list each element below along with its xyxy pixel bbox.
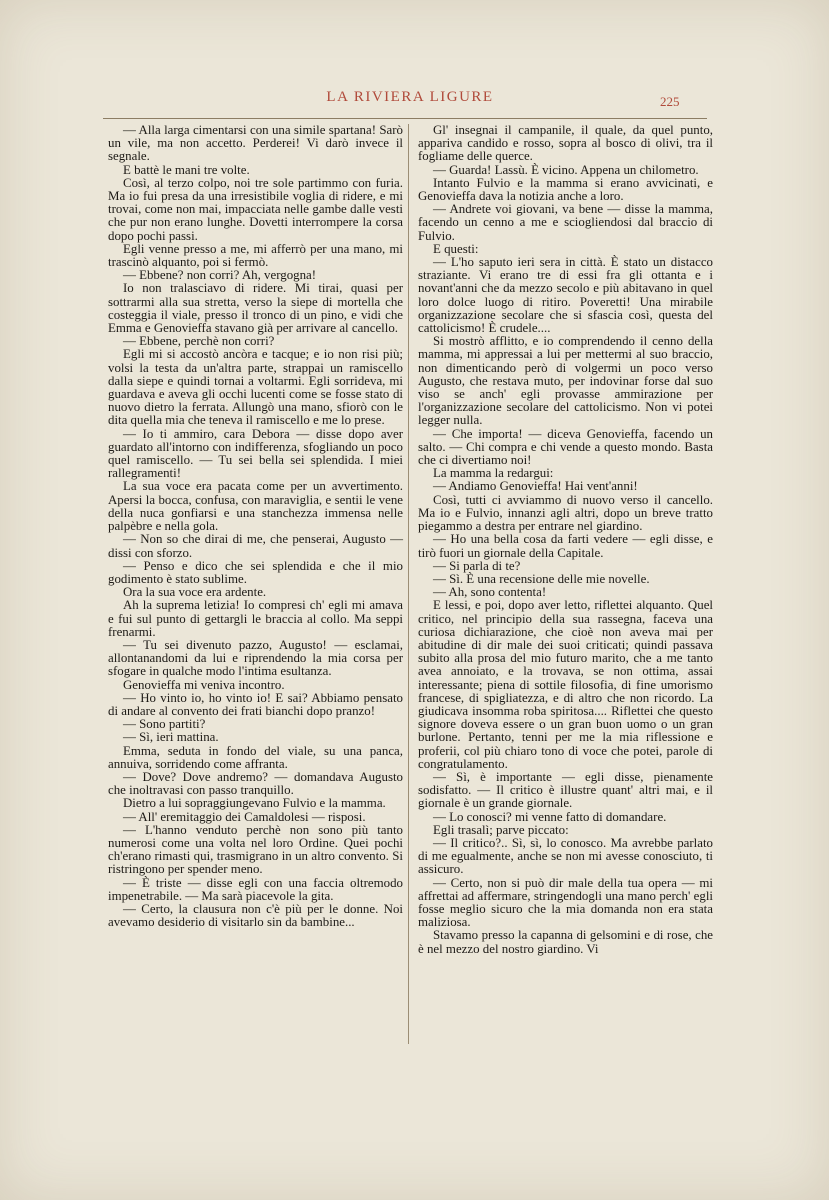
paragraph: — Che importa! — diceva Genovieffa, facendo un salto. — Chi compra e chi vende a questo mondo. Basta che ci divertiamo noi! [418, 426, 713, 468]
paragraph: Stavamo presso la capanna di gelsomini e di rose, che è nel mezzo del nostro giardino. Vi [418, 928, 713, 956]
paragraph: Genovieffa mi veniva incontro. [123, 677, 285, 692]
paragraph: — Sono partiti? [123, 717, 206, 732]
paragraph: — Lo conosci? mi venne fatto di domandare. [433, 809, 667, 824]
paragraph: Ora la sua voce era ardente. [123, 585, 267, 600]
paragraph: — Si parla di te? [433, 558, 521, 573]
paragraph: Così, al terzo colpo, noi tre sole partimmo con furia. Ma io fui presa da una irresistibile voglia di ridere, e mi trovai, come non mai, impacciata nelle gambe dalle vesti che pur non erano lunghe. Dovetti interrompere la corsa dopo pochi passi. [108, 175, 403, 243]
paragraph: — Sì, è importante — egli disse, pienamente sodisfatto. — Il critico è illustre quant' altri mai, e il giornale è un grande giornale. [418, 769, 713, 811]
right-column [418, 124, 713, 956]
column-divider [408, 124, 409, 1044]
paragraph: — Ebbene, perchè non corri? [123, 334, 275, 349]
paragraph: — All' eremitaggio dei Camaldolesi — risposi. [123, 809, 366, 824]
paragraph: — Ah, sono contenta! [433, 585, 547, 600]
paragraph: — L'ho saputo ieri sera in città. È stato un distacco straziante. Vi erano tre di essi fra gli ottanta e i novant'anni che da mezzo secolo e più abitavano in quel loro dolce luogo di ritiro. Poveretti! Una mirabile organizzazione secolare che si sfascia così, questa del cattolicismo! È crudele.... [418, 255, 713, 336]
paragraph: Gl' insegnai il campanile, il quale, da quel punto, appariva candido e rosso, sopra al bosco di olivi, tra il fogliame delle querce. [418, 123, 713, 164]
left-column [108, 124, 403, 929]
paragraph: Dietro a lui sopraggiungevano Fulvio e la mamma. [123, 796, 386, 811]
paragraph: — È triste — disse egli con una faccia oltremodo impenetrabile. — Ma sarà piacevole la gita. [108, 875, 403, 903]
paragraph: — Certo, non si può dir male della tua opera — mi affrettai ad affermare, stringendogli una mano perch' egli fosse meglio sicuro che la mia domanda non era stata maliziosa. [418, 875, 713, 930]
paragraph: — Certo, la clausura non c'è più per le donne. Noi avevamo desiderio di visitarlo sin da bambine... [108, 901, 403, 930]
paragraph: — Il critico?.. Sì, sì, lo conosco. Ma avrebbe parlato di me egualmente, anche se non mi avesse conosciuto, ti assicuro. [418, 835, 713, 877]
paragraph: — Dove? Dove andremo? — domandava Augusto che inoltravasi con passo tranquillo. [108, 769, 403, 798]
paragraph: E battè le mani tre volte. [123, 162, 250, 177]
paragraph: — Io ti ammiro, cara Debora — disse dopo aver guardato all'intorno con indifferenza, sfogliando un poco quel ramiscello. — Tu sei bella sei splendida. I miei rallegramenti! [108, 426, 403, 481]
paragraph: — Alla larga cimentarsi con una simile spartana! Sarò un vile, ma non accetto. Perderei! Vi darò invece il segnale. [108, 123, 403, 164]
paragraph: — Ho una bella cosa da farti vedere — egli disse, e tirò fuori un giornale della Capitale. [418, 532, 713, 560]
paragraph: — Tu sei divenuto pazzo, Augusto! — esclamai, allontanandomi da lui e riprendendo la mia corsa per sfogare in qualche modo l'intima esultanza. [108, 637, 403, 679]
paragraph: — Andiamo Genovieffa! Hai vent'anni! [433, 479, 638, 494]
paragraph: Si mostrò afflitto, e io comprendendo il cenno della mamma, mi appressai a lui per mettermi al suo braccio, non dimenticando però di volgermi un poco verso Augusto, che restava muto, per indovinar forse dal suo viso se anch' egli provasse ammirazione per l'organizzazione secolare del cattolicismo. Non vi potei legger nulla. [418, 334, 713, 428]
paragraph: Intanto Fulvio e la mamma si erano avvicinati, e Genovieffa dava la notizia anche a loro. [418, 175, 713, 204]
paragraph: — Penso e dico che sei splendida e che il mio godimento è stato sublime. [108, 558, 403, 586]
paragraph: Egli venne presso a me, mi afferrò per una mano, mi trascinò alquanto, poi si fermò. [108, 241, 403, 270]
paragraph: La mamma la redargui: [433, 466, 554, 481]
paragraph: — Sì, ieri mattina. [123, 730, 219, 745]
paragraph: La sua voce era pacata come per un avvertimento. Apersi la bocca, confusa, con maraviglia, e sentii le vene della nuca gonfiarsi e una stanchezza immensa nelle palpèbre e nella gola. [108, 479, 403, 534]
paragraph: — L'hanno venduto perchè non sono più tanto numerosi come una volta nel loro Ordine. Quei pochi ch'erano rimasti qui, trasmigrano in un altro convento. Si ristringono per spender meno. [108, 822, 403, 877]
header-rule [103, 118, 707, 119]
page-number: 225 [660, 94, 680, 109]
paragraph: — Non so che dirai di me, che penserai, Augusto — dissi con sforzo. [108, 532, 403, 560]
paragraph: Così, tutti ci avviammo di nuovo verso il cancello. Ma io e Fulvio, innanzi agli altri, dopo un breve tratto piegammo a destra per entrare nel giardino. [418, 492, 713, 534]
paragraph: — Guarda! Lassù. È vicino. Appena un chilometro. [433, 162, 699, 177]
paragraph: Egli trasalì; parve piccato: [433, 822, 569, 837]
paragraph: Emma, seduta in fondo del viale, su una panca, annuiva, sorridendo come affranta. [108, 743, 403, 771]
running-title: LA RIVIERA LIGURE [326, 89, 494, 105]
paragraph: — Ebbene? non corri? Ah, vergogna! [123, 268, 317, 283]
paragraph: — Ho vinto io, ho vinto io! E sai? Abbiamo pensato di andare al convento dei frati bianchi dopo pranzo! [108, 690, 403, 718]
page-header [100, 88, 720, 114]
paragraph: — Andrete voi giovani, va bene — disse la mamma, facendo un cenno a me e sciogliendosi dal braccio di Fulvio. [418, 202, 713, 243]
paragraph: Io non tralasciavo di ridere. Mi tirai, quasi per sottrarmi alla sua stretta, verso la siepe di mortella che costeggia il viale, presso il tronco di un pino, e vidi che Emma e Genovieffa stavano già per arrivare al cancello. [108, 281, 403, 336]
paragraph: Ah la suprema letizia! Io compresi ch' egli mi amava e fui sul punto di gettargli le braccia al collo. Ma seppi frenarmi. [108, 598, 403, 639]
paragraph: — Sì. È una recensione delle mie novelle. [433, 571, 650, 586]
paragraph: Egli mi si accostò ancòra e tacque; e io non risi più; volsi la testa da un'altra parte, strappai un ramiscello dalla siepe e quindi tornai a voltarmi. Egli sorrideva, mi guardava e aveva gli occhi lucenti come se fosse stato di nuovo dietro la ferrata. Allungò una mano, sfiorò con le dita quella mia che teneva il ramiscello e me lo prese. [108, 347, 403, 428]
paragraph: E questi: [433, 241, 479, 256]
paragraph: E lessi, e poi, dopo aver letto, riflettei alquanto. Quel critico, nel principio della sua rassegna, faceva una curiosa dichiarazione, che cioè non aveva mai per abitudine di dir male dei suoi criticati; quindi passava subito alla prosa del mio futuro marito, che a me tanto avea annoiato, e la trovava, se non ottima, assai interessante; piena di sottile filosofia, di fine umorismo francese, di spigliatezza, e di altro che non ricordo. La giudicava insomma roba spiritosa.... Riflettei che questo signore doveva essere o un gran buon uomo o un gran burlone. Pertanto, tenni per me la mia riflessione e proferii, col più chiaro tono di voce che potei, parole di congratulamento. [418, 598, 713, 771]
